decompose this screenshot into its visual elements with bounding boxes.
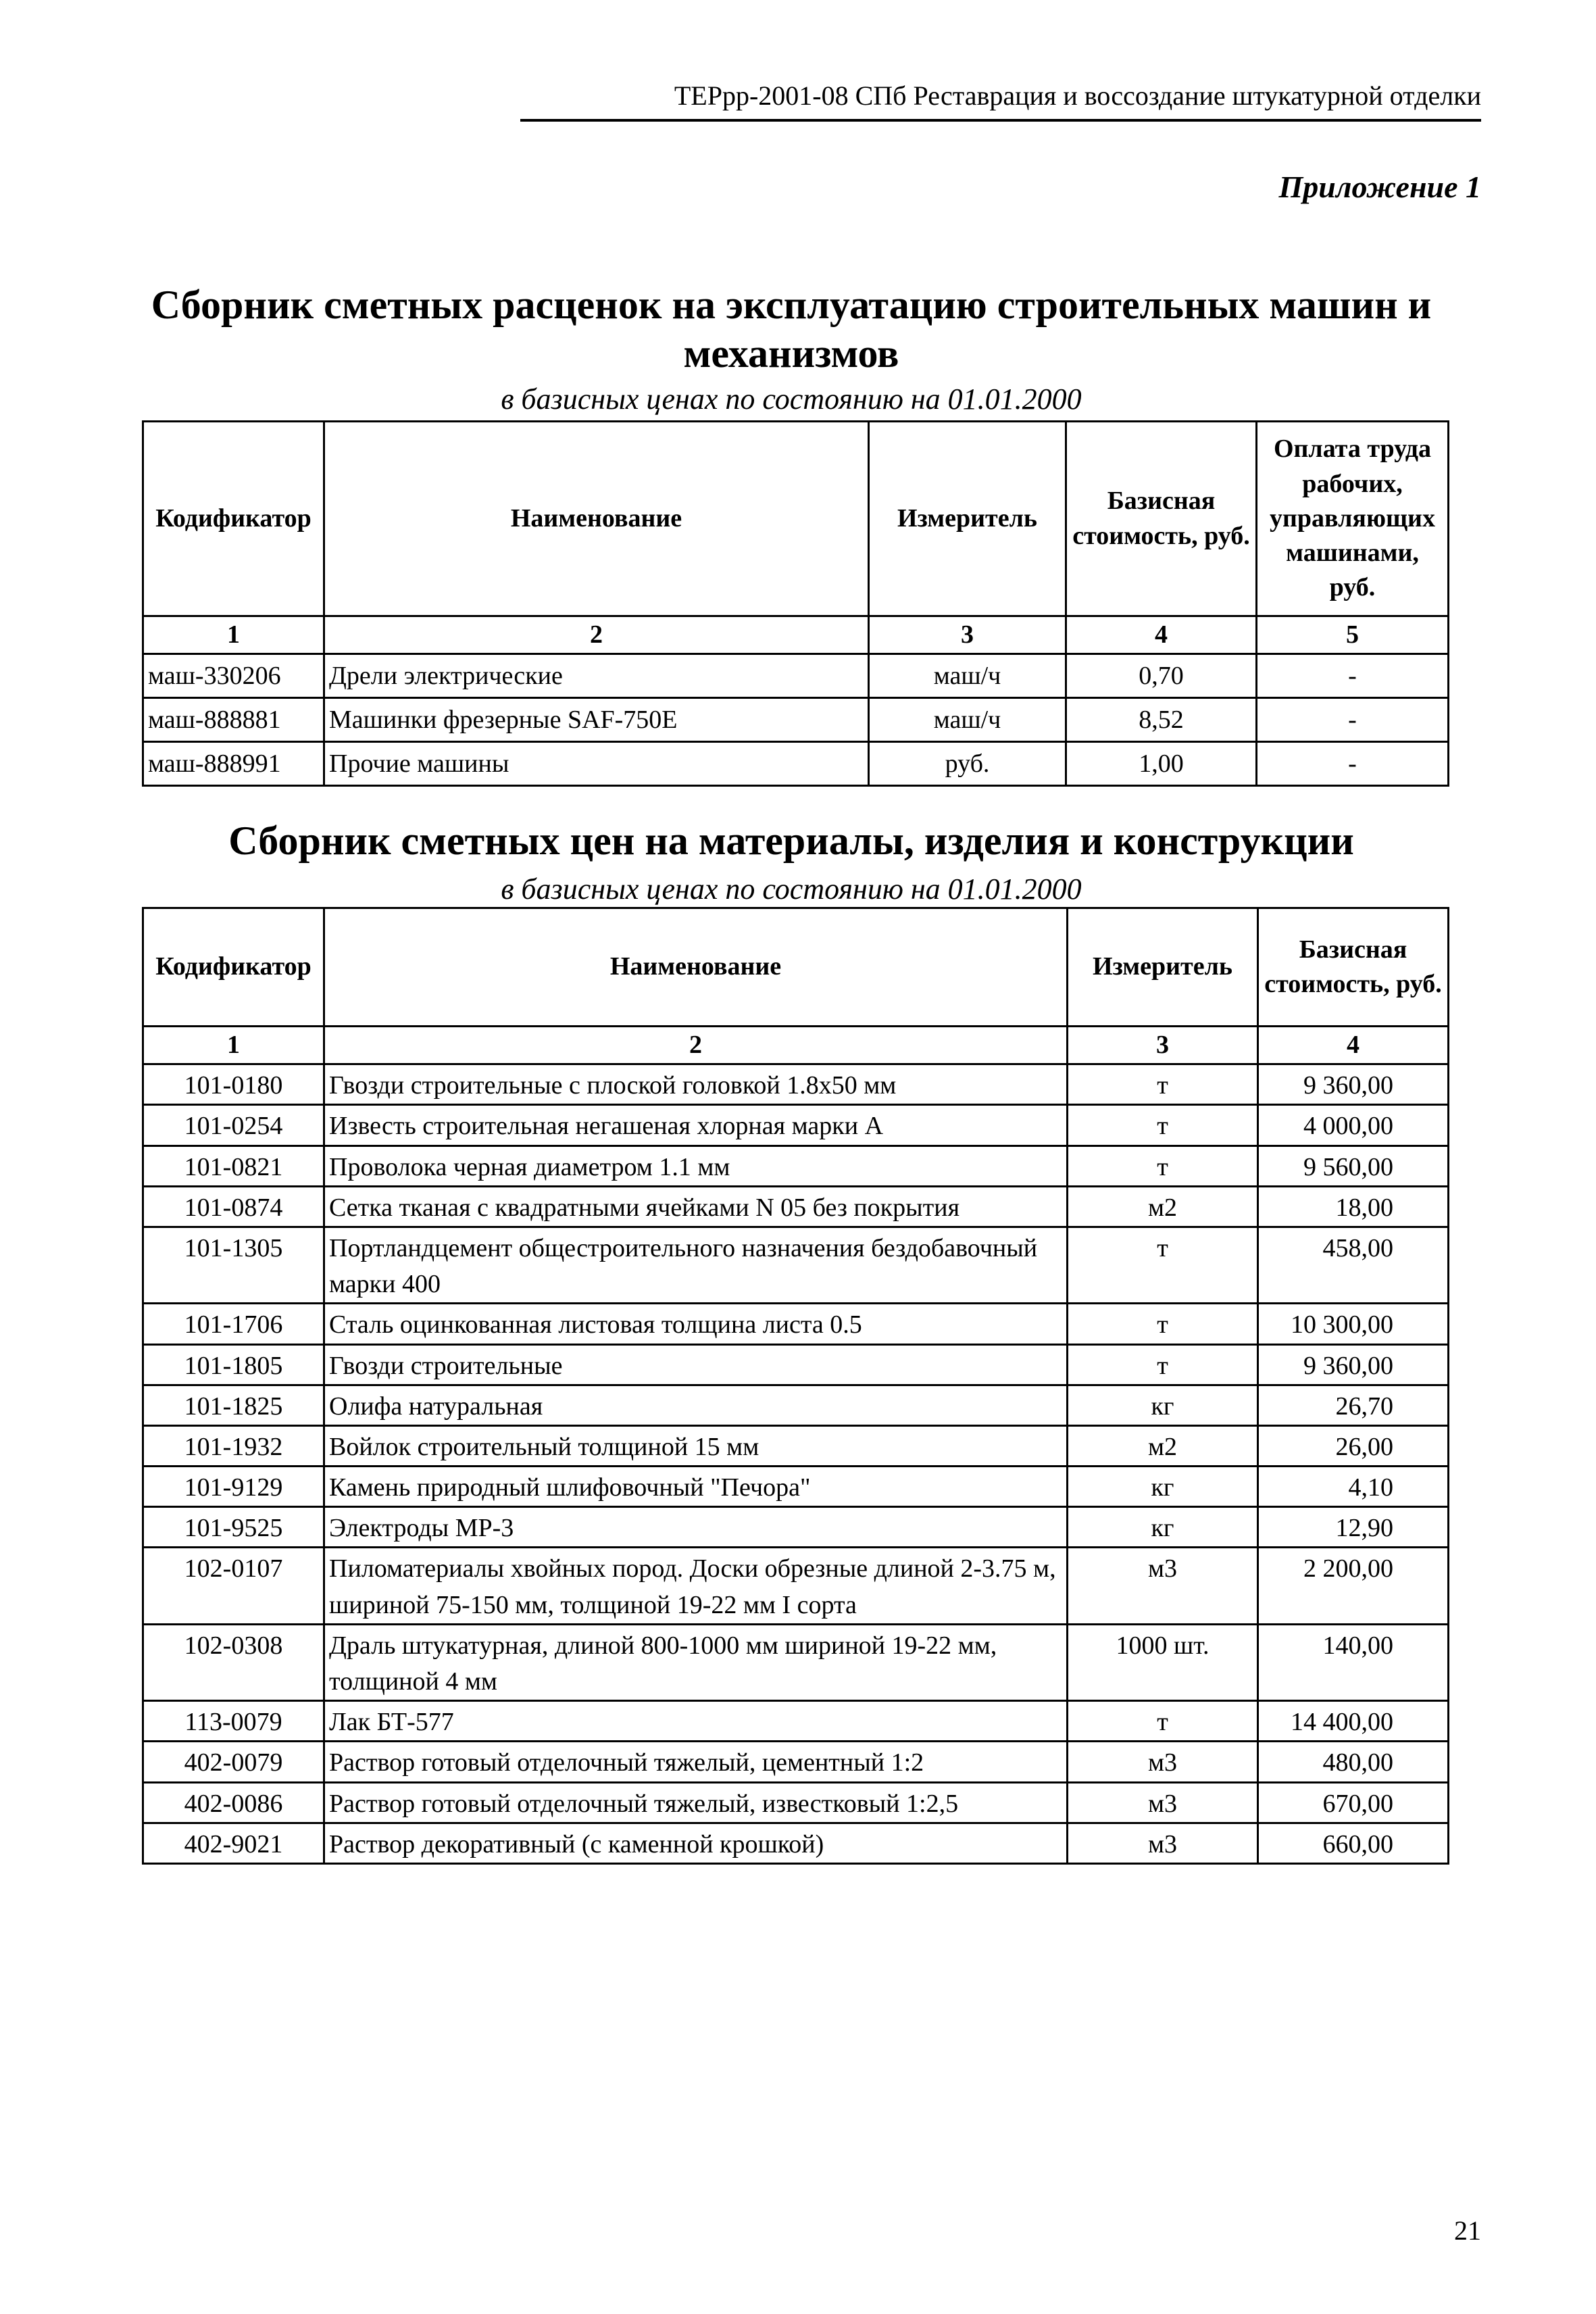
col-number: 1 [143, 616, 324, 654]
cell-cost: 8,52 [1066, 698, 1257, 742]
cell-name: Прочие машины [324, 742, 869, 786]
table-row [143, 1146, 1449, 1186]
table-row [143, 1227, 1449, 1303]
cell-cost: 9 360,00 [1258, 1064, 1449, 1105]
cell-unit: кг [1068, 1467, 1258, 1507]
cell-name: Камень природный шлифовочный "Печора" [324, 1467, 1068, 1507]
col-header-unit: Измеритель [869, 422, 1066, 616]
cell-cost: 140,00 [1258, 1624, 1449, 1700]
cell-name: Драль штукатурная, длиной 800-1000 мм шириной 19-22 мм, толщиной 4 мм [324, 1624, 1068, 1700]
cell-labor: - [1257, 742, 1449, 786]
cell-code: 101-9129 [143, 1467, 324, 1507]
table-row [143, 1385, 1449, 1425]
cell-name: Электроды МР-3 [324, 1507, 1068, 1548]
cell-code: маш-888881 [143, 698, 324, 742]
cell-cost: 0,70 [1066, 654, 1257, 698]
cell-name: Олифа натуральная [324, 1385, 1068, 1425]
cell-unit: маш/ч [869, 654, 1066, 698]
cell-code: 101-1805 [143, 1344, 324, 1385]
col-header-cost: Базисная стоимость, руб. [1066, 422, 1257, 616]
cell-code: маш-888991 [143, 742, 324, 786]
cell-code: 101-1706 [143, 1304, 324, 1344]
cell-cost: 26,00 [1258, 1425, 1449, 1466]
cell-code: 101-9525 [143, 1507, 324, 1548]
cell-code: 101-0180 [143, 1064, 324, 1105]
cell-code: 101-0821 [143, 1146, 324, 1186]
cell-unit: 1000 шт. [1068, 1624, 1258, 1700]
cell-cost: 12,90 [1258, 1507, 1449, 1548]
cell-name: Машинки фрезерные SAF-750E [324, 698, 869, 742]
cell-cost: 2 200,00 [1258, 1548, 1449, 1624]
cell-labor: - [1257, 654, 1449, 698]
cell-code: 101-1305 [143, 1227, 324, 1303]
cell-name: Раствор готовый отделочный тяжелый, известковый 1:2,5 [324, 1782, 1068, 1823]
table-row [143, 1507, 1449, 1548]
cell-unit: м2 [1068, 1186, 1258, 1227]
cell-cost: 14 400,00 [1258, 1701, 1449, 1742]
cell-name: Раствор декоративный (с каменной крошкой) [324, 1823, 1068, 1863]
cell-cost: 9 360,00 [1258, 1344, 1449, 1385]
section1-title: Сборник сметных расценок на эксплуатацию строительных машин и механизмов [151, 282, 1432, 376]
cell-unit: т [1068, 1344, 1258, 1385]
page-number: 21 [1454, 2215, 1481, 2246]
col-header-name: Наименование [324, 422, 869, 616]
table-row [143, 1742, 1449, 1782]
section1-subtitle: в базисных ценах по состоянию на 01.01.2000 [501, 383, 1082, 416]
table-row [143, 1548, 1449, 1624]
cell-cost: 10 300,00 [1258, 1304, 1449, 1344]
cell-code: 101-1932 [143, 1425, 324, 1466]
table-row [143, 742, 1449, 786]
cell-name: Пиломатериалы хвойных пород. Доски обрезные длиной 2-3.75 м, шириной 75-150 мм, толщиной 19-22 мм I сорта [324, 1548, 1068, 1624]
cell-name: Дрели электрические [324, 654, 869, 698]
cell-code: маш-330206 [143, 654, 324, 698]
section2-title: Сборник сметных цен на материалы, изделия и конструкции [228, 818, 1354, 863]
col-header-cost: Базисная стоимость, руб. [1258, 908, 1449, 1027]
cell-name: Войлок строительный толщиной 15 мм [324, 1425, 1068, 1466]
header-rule [520, 119, 1481, 122]
cell-unit: т [1068, 1146, 1258, 1186]
table-row [143, 1782, 1449, 1823]
col-header-name: Наименование [324, 908, 1068, 1027]
cell-cost: 1,00 [1066, 742, 1257, 786]
materials-table [142, 907, 1449, 1865]
cell-code: 101-0874 [143, 1186, 324, 1227]
cell-cost: 458,00 [1258, 1227, 1449, 1303]
cell-code: 101-0254 [143, 1105, 324, 1146]
col-header-unit: Измеритель [1068, 908, 1258, 1027]
table-row [143, 1823, 1449, 1863]
cell-labor: - [1257, 698, 1449, 742]
running-header: ТЕРрр-2001-08 СПб Реставрация и воссоздание штукатурной отделки [674, 80, 1481, 111]
cell-cost: 4 000,00 [1258, 1105, 1449, 1146]
cell-unit: кг [1068, 1507, 1258, 1548]
col-number: 2 [324, 1027, 1068, 1064]
machines-table [142, 420, 1449, 787]
cell-name: Гвозди строительные с плоской головкой 1.8x50 мм [324, 1064, 1068, 1105]
cell-cost: 4,10 [1258, 1467, 1449, 1507]
cell-code: 113-0079 [143, 1701, 324, 1742]
cell-name: Портландцемент общестроительного назначения бездобавочный марки 400 [324, 1227, 1068, 1303]
cell-cost: 670,00 [1258, 1782, 1449, 1823]
table-row [143, 1701, 1449, 1742]
cell-cost: 18,00 [1258, 1186, 1449, 1227]
cell-cost: 9 560,00 [1258, 1146, 1449, 1186]
col-number: 4 [1066, 616, 1257, 654]
cell-unit: м3 [1068, 1548, 1258, 1624]
cell-name: Известь строительная негашеная хлорная марки А [324, 1105, 1068, 1146]
cell-unit: кг [1068, 1385, 1258, 1425]
table-row [143, 698, 1449, 742]
cell-name: Сталь оцинкованная листовая толщина листа 0.5 [324, 1304, 1068, 1344]
cell-unit: м3 [1068, 1823, 1258, 1863]
cell-code: 101-1825 [143, 1385, 324, 1425]
cell-name: Сетка тканая с квадратными ячейками N 05 без покрытия [324, 1186, 1068, 1227]
col-number: 3 [869, 616, 1066, 654]
table-row [143, 654, 1449, 698]
table-row [143, 1344, 1449, 1385]
cell-cost: 660,00 [1258, 1823, 1449, 1863]
col-number: 2 [324, 616, 869, 654]
cell-unit: руб. [869, 742, 1066, 786]
cell-code: 402-9021 [143, 1823, 324, 1863]
table-row [143, 1186, 1449, 1227]
cell-cost: 480,00 [1258, 1742, 1449, 1782]
cell-unit: м2 [1068, 1425, 1258, 1466]
cell-unit: м3 [1068, 1742, 1258, 1782]
cell-unit: т [1068, 1105, 1258, 1146]
cell-unit: т [1068, 1064, 1258, 1105]
cell-unit: м3 [1068, 1782, 1258, 1823]
cell-name: Гвозди строительные [324, 1344, 1068, 1385]
appendix-label: Приложение 1 [1278, 170, 1481, 204]
cell-unit: т [1068, 1227, 1258, 1303]
col-header-code: Кодификатор [143, 908, 324, 1027]
col-number: 5 [1257, 616, 1449, 654]
col-number: 3 [1068, 1027, 1258, 1064]
section2-subtitle: в базисных ценах по состоянию на 01.01.2000 [501, 872, 1082, 906]
cell-name: Лак БТ-577 [324, 1701, 1068, 1742]
cell-unit: т [1068, 1701, 1258, 1742]
cell-cost: 26,70 [1258, 1385, 1449, 1425]
cell-name: Раствор готовый отделочный тяжелый, цементный 1:2 [324, 1742, 1068, 1782]
table-row [143, 1467, 1449, 1507]
table-row [143, 1105, 1449, 1146]
table-row [143, 1304, 1449, 1344]
table-row [143, 1624, 1449, 1700]
cell-unit: маш/ч [869, 698, 1066, 742]
table-row [143, 1425, 1449, 1466]
col-header-code: Кодификатор [143, 422, 324, 616]
cell-name: Проволока черная диаметром 1.1 мм [324, 1146, 1068, 1186]
cell-code: 102-0308 [143, 1624, 324, 1700]
col-header-labor: Оплата труда рабочих, управляющих машинами, руб. [1257, 422, 1449, 616]
col-number: 4 [1258, 1027, 1449, 1064]
col-number: 1 [143, 1027, 324, 1064]
cell-code: 102-0107 [143, 1548, 324, 1624]
table-row [143, 1064, 1449, 1105]
cell-code: 402-0079 [143, 1742, 324, 1782]
cell-code: 402-0086 [143, 1782, 324, 1823]
cell-unit: т [1068, 1304, 1258, 1344]
